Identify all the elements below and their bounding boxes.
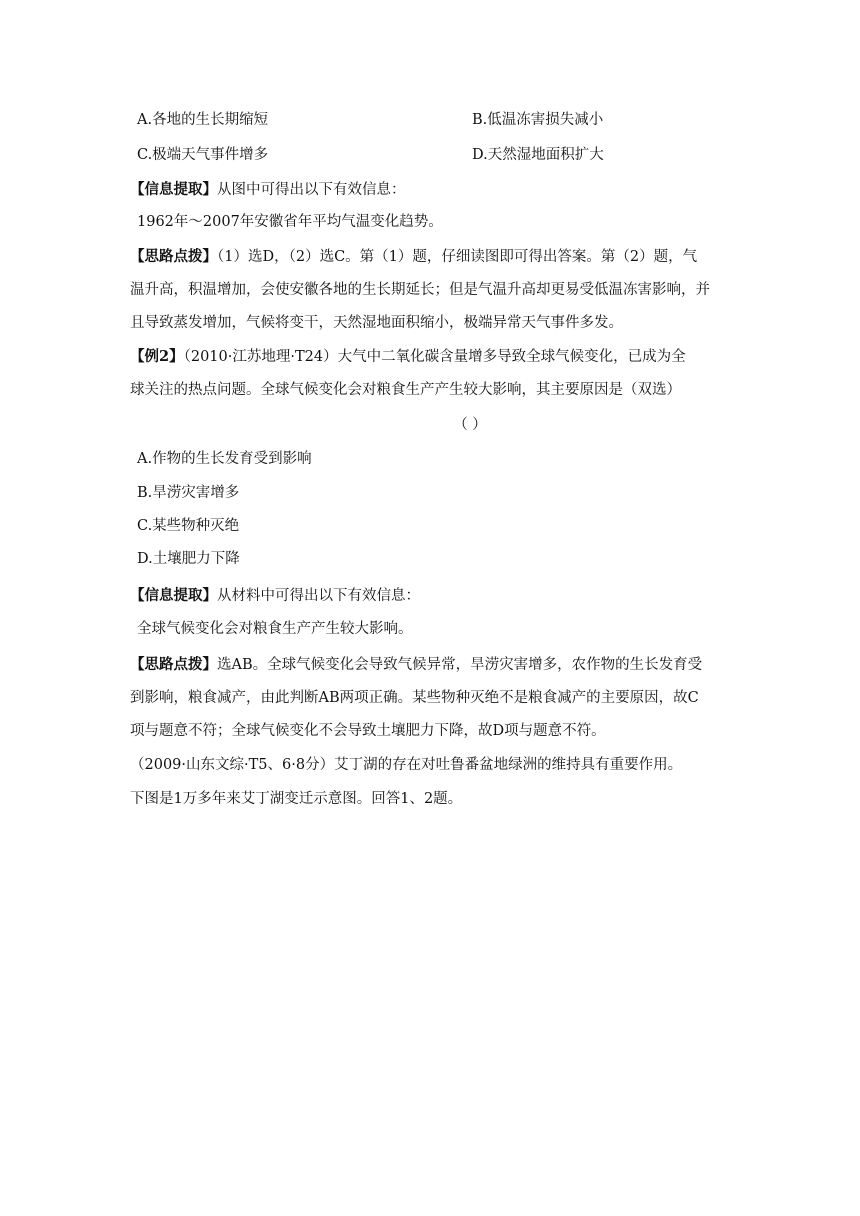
- option-b: B.旱涝灾害增多: [137, 485, 240, 501]
- info-label: 【信息提取】: [130, 587, 217, 604]
- hint-2-line-2: 到影响，粮食减产，由此判断AB两项正确。某些物种灭绝不是粮食减产的主要原因，故C: [130, 690, 699, 706]
- example-2-line-2: 球关注的热点问题。全球气候变化会对粮食生产产生较大影响，其主要原因是（双选）: [130, 382, 681, 398]
- hint-1-line-3: 且导致蒸发增加，气候将变干，天然湿地面积缩小，极端异常天气事件多发。: [130, 315, 623, 331]
- example-2-line-1: [130, 347, 686, 367]
- option-a: A.作物的生长发育受到影响: [137, 451, 312, 467]
- hint-2-line-3: 项与题意不符；全球气候变化不会导致土壤肥力下降，故D项与题意不符。: [130, 723, 606, 739]
- hint-text: 选AB。全球气候变化会导致气候异常，旱涝灾害增多，农作物的生长发育受: [217, 657, 703, 673]
- info-extraction-2: [130, 586, 420, 606]
- example-3-line-2: 下图是1万多年来艾丁湖变迁示意图。回答1、2题。: [130, 791, 463, 807]
- option-c: C.极端天气事件增多: [137, 147, 269, 163]
- options-row-ab: [137, 110, 737, 130]
- option-c: C.某些物种灭绝: [137, 518, 240, 534]
- info-text: 从材料中可得出以下有效信息：: [217, 588, 420, 604]
- hint-label: 【思路点拨】: [130, 656, 217, 673]
- info-detail-2: 全球气候变化会对粮食生产产生较大影响。: [137, 621, 413, 637]
- hint-text: （1）选D，（2）选C。第（1）题，仔细读图即可得出答案。第（2）题，气: [217, 249, 698, 265]
- option-d: D.土壤肥力下降: [137, 551, 240, 567]
- info-extraction-1: [130, 180, 406, 200]
- options-row-cd: [137, 145, 737, 165]
- hint-1-line-1: [130, 247, 697, 267]
- hint-label: 【思路点拨】: [130, 248, 217, 265]
- option-d: D.天然湿地面积扩大: [472, 147, 604, 163]
- example-label: 【例2】: [130, 348, 184, 365]
- option-a: A.各地的生长期缩短: [137, 112, 269, 128]
- example-3-line-1: （2009·山东文综·T5、6·8分）艾丁湖的存在对吐鲁番盆地绿洲的维持具有重要作用。: [130, 757, 683, 773]
- info-detail-1: 1962年～2007年安徽省年平均气温变化趋势。: [137, 214, 443, 230]
- hint-1-line-2: 温升高，积温增加，会使安徽各地的生长期延长；但是气温升高却更易受低温冻害影响，并: [130, 282, 710, 298]
- example-text: （2010·江苏地理·T24）大气中二氧化碳含量增多导致全球气候变化，已成为全: [183, 349, 686, 365]
- option-b: B.低温冻害损失减小: [472, 112, 604, 128]
- hint-2-line-1: [130, 655, 702, 675]
- answer-parentheses: （ ）: [453, 417, 487, 433]
- info-text: 从图中可得出以下有效信息：: [217, 182, 406, 198]
- info-label: 【信息提取】: [130, 181, 217, 198]
